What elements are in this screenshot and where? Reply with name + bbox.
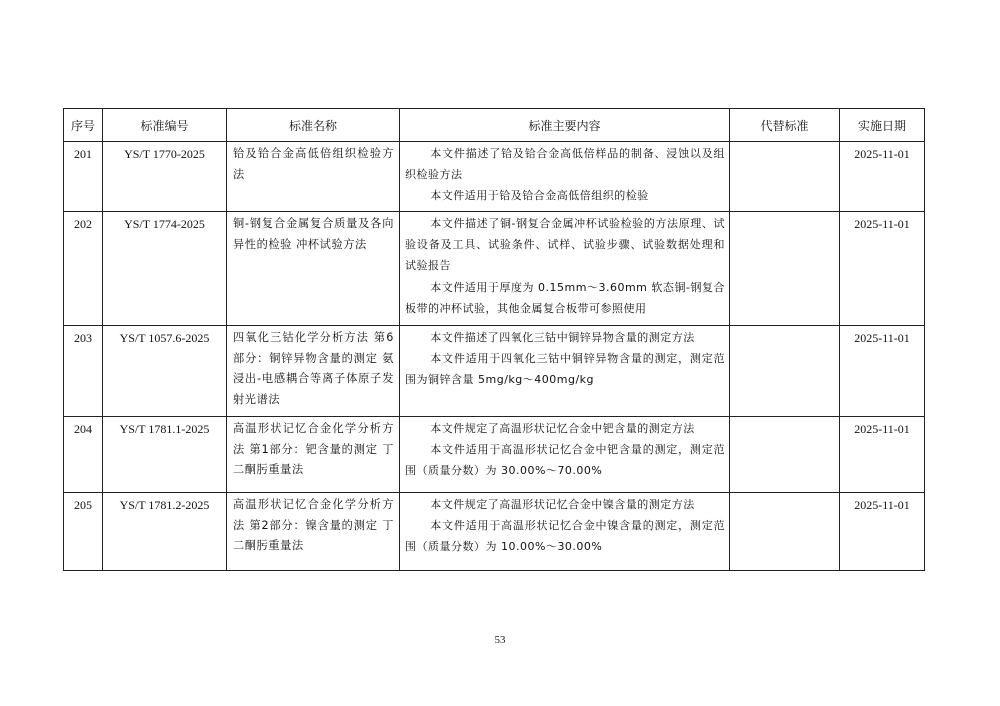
- cell-replaces: [730, 326, 840, 417]
- header-name: 标准名称: [227, 109, 400, 142]
- header-code: 标准编号: [103, 109, 227, 142]
- table-row: [64, 417, 925, 493]
- cell-date: 2025-11-01: [840, 212, 925, 326]
- cell-name: 高温形状记忆合金化学分析方法 第2部分：镍含量的测定 丁二酮肟重量法: [227, 493, 400, 571]
- cell-replaces: [730, 417, 840, 493]
- content-paragraph: 本文件描述了四氧化三钴中铜锌异物含量的测定方法: [430, 331, 695, 344]
- cell-date: 2025-11-01: [840, 493, 925, 571]
- cell-name: 四氧化三钴化学分析方法 第6部分：铜锌异物含量的测定 氨浸出-电感耦合等离子体原子发射光谱法: [227, 326, 400, 417]
- cell-content: [400, 493, 730, 571]
- standards-table: [63, 108, 925, 571]
- cell-date: 2025-11-01: [840, 417, 925, 493]
- cell-content: [400, 417, 730, 493]
- content-paragraph: 本文件适用于四氧化三钴中铜锌异物含量的测定，测定范围为铜锌含量 5mg/kg～400mg/kg: [405, 352, 725, 387]
- cell-seq: 203: [64, 326, 103, 417]
- cell-name: 铜-钢复合金属复合质量及各向异性的检验 冲杯试验方法: [227, 212, 400, 326]
- cell-code: YS/T 1057.6-2025: [103, 326, 227, 417]
- content-paragraph: 本文件适用于铪及铪合金高低倍组织的检验: [430, 189, 649, 203]
- cell-code: YS/T 1781.1-2025: [103, 417, 227, 493]
- header-date: 实施日期: [840, 109, 925, 142]
- table-header-row: [64, 109, 925, 142]
- cell-code: YS/T 1781.2-2025: [103, 493, 227, 571]
- content-paragraph: 本文件描述了铜-钢复合金属冲杯试验检验的方法原理、试验设备及工具、试验条件、试样、试验步骤、试验数据处理和试验报告: [405, 217, 725, 273]
- page-number: 53: [494, 634, 506, 646]
- cell-seq: 202: [64, 212, 103, 326]
- table-row: [64, 212, 925, 326]
- header-seq: 序号: [64, 109, 103, 142]
- cell-replaces: [730, 493, 840, 571]
- content-paragraph: 本文件描述了铪及铪合金高低倍样品的制备、浸蚀以及组织检验方法: [405, 147, 725, 182]
- content-paragraph: 本文件规定了高温形状记忆合金中镍含量的测定方法: [430, 498, 695, 511]
- cell-replaces: [730, 212, 840, 326]
- cell-name: 高温形状记忆合金化学分析方法 第1部分：钯含量的测定 丁二酮肟重量法: [227, 417, 400, 493]
- cell-code: YS/T 1774-2025: [103, 212, 227, 326]
- cell-replaces: [730, 142, 840, 212]
- content-paragraph: 本文件适用于厚度为 0.15mm～3.60mm 软态铜-钢复合板带的冲杯试验，其他金属复合板带可参照使用: [405, 280, 725, 315]
- cell-content: [400, 142, 730, 212]
- table-row: [64, 142, 925, 212]
- header-replaces: 代替标准: [730, 109, 840, 142]
- cell-date: 2025-11-01: [840, 326, 925, 417]
- cell-content: [400, 212, 730, 326]
- table-row: [64, 493, 925, 571]
- cell-date: 2025-11-01: [840, 142, 925, 212]
- cell-seq: 204: [64, 417, 103, 493]
- header-content: 标准主要内容: [400, 109, 730, 142]
- cell-content: [400, 326, 730, 417]
- cell-name: 铪及铪合金高低倍组织检验方法: [227, 142, 400, 212]
- content-paragraph: 本文件适用于高温形状记忆合金中镍含量的测定，测定范围（质量分数）为 10.00%～30.00%: [405, 519, 725, 554]
- table-row: [64, 326, 925, 417]
- cell-seq: 205: [64, 493, 103, 571]
- content-paragraph: 本文件规定了高温形状记忆合金中钯含量的测定方法: [430, 422, 695, 435]
- content-paragraph: 本文件适用于高温形状记忆合金中钯含量的测定，测定范围（质量分数）为 30.00%～70.00%: [405, 443, 725, 478]
- cell-code: YS/T 1770-2025: [103, 142, 227, 212]
- cell-seq: 201: [64, 142, 103, 212]
